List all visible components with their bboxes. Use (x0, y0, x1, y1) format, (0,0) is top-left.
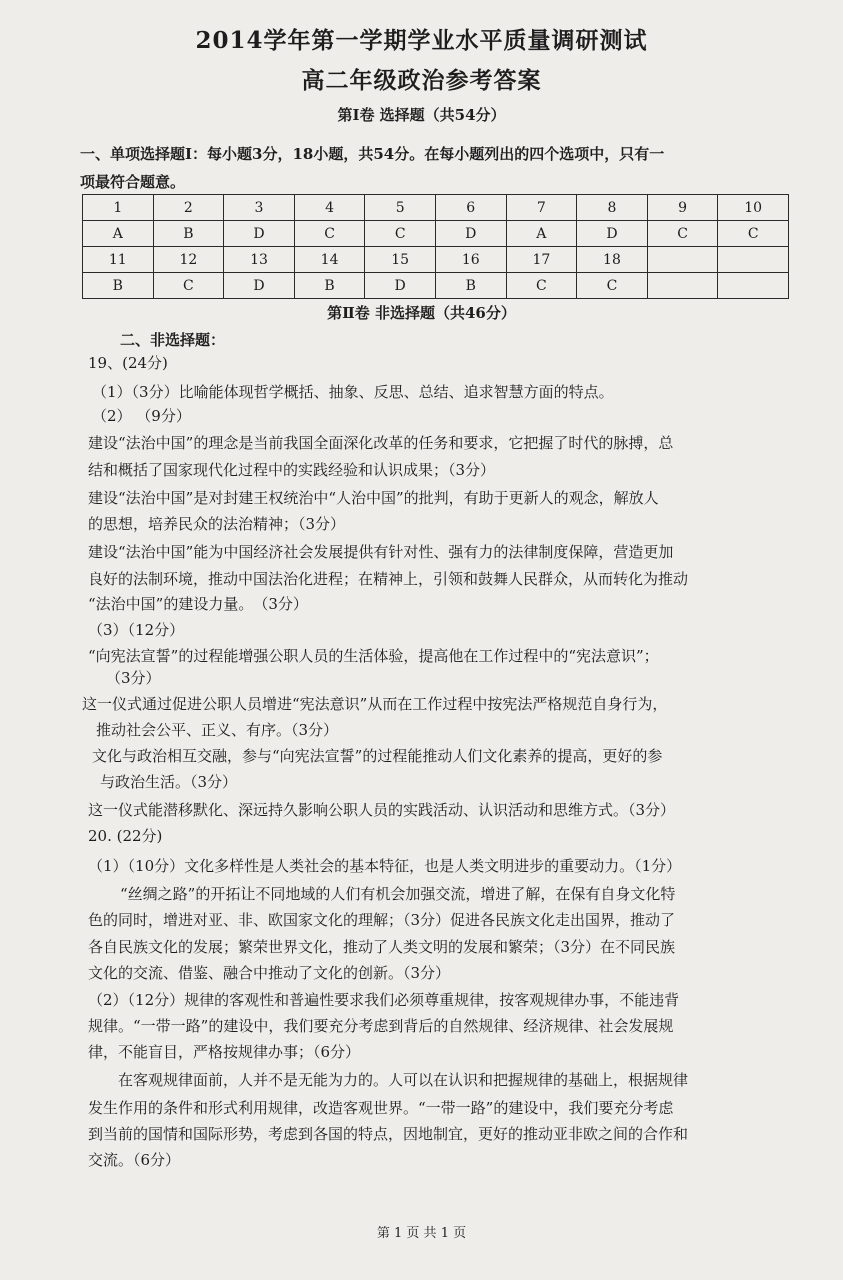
table-cell: B (153, 221, 224, 247)
part1-heading: 第Ⅰ卷 选择题（共54分） (337, 106, 506, 124)
answer-line: 到当前的国情和国际形势，考虑到各国的特点，因地制宜，更好的推动亚非欧之间的合作和 (88, 1125, 689, 1143)
table-cell: 15 (365, 247, 436, 273)
table-cell: 6 (435, 195, 506, 221)
table-cell: 9 (647, 195, 718, 221)
answer-line: （3分） (106, 669, 161, 687)
answer-line: 文化的交流、借鉴、融合中推动了文化的创新。（3分） (88, 964, 451, 982)
table-row (83, 247, 789, 273)
answer-line: 色的同时，增进对亚、非、欧国家文化的理解；（3分）促进各民族文化走出国界，推动了 (88, 911, 676, 929)
answer-line: 20. (22分) (88, 827, 163, 845)
table-row (83, 273, 789, 299)
answer-line: 良好的法制环境，推动中国法治化进程；在精神上，引领和鼓舞人民群众，从而转化为推动 (88, 570, 689, 588)
table-cell: C (718, 221, 789, 247)
answer-line: （3）（12分） (88, 621, 185, 639)
answer-line: 这一仪式能潜移默化、深远持久影响公职人员的实践活动、认识活动和思维方式。（3分） (88, 801, 676, 819)
page-title: 2014学年第一学期学业水平质量调研测试 (195, 27, 648, 54)
answer-line: （2） （9分） (92, 407, 191, 425)
answer-line: 的思想，培养民众的法治精神；（3分） (88, 515, 346, 533)
answer-line: 律，不能盲目，严格按规律办事；（6分） (88, 1043, 361, 1061)
table-row (83, 221, 789, 247)
answer-line: “法治中国”的建设力量。 （3分） (88, 595, 308, 613)
table-cell: D (224, 221, 295, 247)
table-cell: 3 (224, 195, 295, 221)
table-cell: 7 (506, 195, 577, 221)
answer-line: （1）（3分）比喻能体现哲学概括、抽象、反思、总结、追求智慧方面的特点。 (92, 383, 614, 401)
answer-line: 结和概括了国家现代化过程中的实践经验和认识成果；（3分） (88, 461, 496, 479)
answer-line: 推动社会公平、正义、有序。（3分） (96, 721, 339, 739)
answer-table (82, 194, 789, 299)
table-cell (647, 273, 718, 299)
table-cell: A (506, 221, 577, 247)
answer-line: 文化与政治相互交融，参与“向宪法宣誓”的过程能推动人们文化素养的提高，更好的参 (92, 747, 663, 765)
answer-line: 这一仪式通过促进公职人员增进“宪法意识”从而在工作过程中按宪法严格规范自身行为， (82, 695, 668, 713)
answer-line: 19、(24分) (88, 354, 168, 372)
table-cell: C (647, 221, 718, 247)
table-cell: 8 (577, 195, 648, 221)
table-cell: C (365, 221, 436, 247)
table-cell: C (577, 273, 648, 299)
table-cell: 13 (224, 247, 295, 273)
table-cell: C (506, 273, 577, 299)
table-cell (718, 247, 789, 273)
table-cell: 16 (435, 247, 506, 273)
table-cell: 1 (83, 195, 154, 221)
table-row (83, 195, 789, 221)
table-cell: C (153, 273, 224, 299)
answer-line: 发生作用的条件和形式利用规律，改造客观世界。“一带一路”的建设中，我们要充分考虑 (88, 1099, 674, 1117)
answer-line: 二、非选择题： (120, 331, 226, 349)
table-cell: B (83, 273, 154, 299)
answer-line: （1）（10分）文化多样性是人类社会的基本特征，也是人类文明进步的重要动力。（1分） (88, 857, 682, 875)
answer-line: “向宪法宣誓”的过程能增强公职人员的生活体验，提高他在工作过程中的“宪法意识”； (88, 647, 659, 665)
table-cell (718, 273, 789, 299)
page-footer: 第 1 页 共 1 页 (376, 1226, 467, 1241)
table-cell: 11 (83, 247, 154, 273)
instruction-line: 项最符合题意。 (80, 173, 186, 191)
part2-heading: 第Ⅱ卷 非选择题（共46分） (327, 304, 516, 322)
answer-line: 在客观规律面前，人并不是无能为力的。人可以在认识和把握规律的基础上，根据规律 (118, 1071, 689, 1089)
answer-line: 规律。“一带一路”的建设中，我们要充分考虑到背后的自然规律、经济规律、社会发展规 (88, 1017, 674, 1035)
table-cell: D (435, 221, 506, 247)
page-subtitle: 高二年级政治参考答案 (301, 67, 542, 94)
table-cell: D (365, 273, 436, 299)
table-cell: 18 (577, 247, 648, 273)
answer-line: 建设“法治中国”能为中国经济社会发展提供有针对性、强有力的法律制度保障，营造更加 (88, 543, 674, 561)
answer-line: 各自民族文化的发展；繁荣世界文化，推动了人类文明的发展和繁荣；（3分）在不同民族 (88, 938, 676, 956)
answer-line: 与政治生活。（3分） (100, 773, 238, 791)
table-cell: 14 (294, 247, 365, 273)
table-cell: 4 (294, 195, 365, 221)
table-cell (647, 247, 718, 273)
table-cell: C (294, 221, 365, 247)
answer-line: “丝绸之路”的开拓让不同地域的人们有机会加强交流，增进了解，在保有自身文化特 (120, 885, 676, 903)
answer-line: 建设“法治中国”是对封建王权统治中“人治中国”的批判，有助于更新人的观念，解放人 (88, 489, 659, 507)
table-cell: B (294, 273, 365, 299)
part1-instruction (80, 140, 790, 196)
answer-line: （2）（12分）规律的客观性和普遍性要求我们必须尊重规律，按客观规律办事，不能违背 (88, 991, 680, 1009)
answer-line: 建设“法治中国”的理念是当前我国全面深化改革的任务和要求，它把握了时代的脉搏，总 (88, 434, 674, 452)
answer-line: 交流。（6分） (88, 1151, 181, 1169)
table-cell: 17 (506, 247, 577, 273)
table-cell: 2 (153, 195, 224, 221)
table-cell: D (224, 273, 295, 299)
instruction-line: 一、单项选择题Ⅰ：每小题3分，18小题，共54分。在每小题列出的四个选项中，只有一 (80, 145, 665, 163)
table-cell: 12 (153, 247, 224, 273)
table-cell: A (83, 221, 154, 247)
table-cell: D (577, 221, 648, 247)
table-cell: B (435, 273, 506, 299)
table-cell: 10 (718, 195, 789, 221)
table-cell: 5 (365, 195, 436, 221)
